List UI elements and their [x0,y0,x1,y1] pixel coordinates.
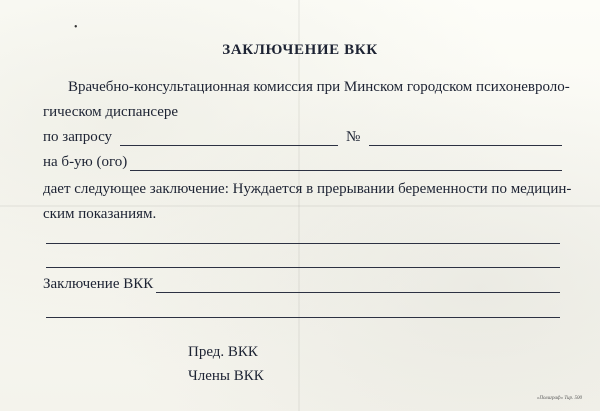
intro-line-2: гическом диспансере [43,104,179,120]
conclusion-line-2: ским показаниям. [43,206,157,222]
paper-crease [298,0,300,411]
chair-label: Пред. ВКК [188,344,258,360]
blank-line-3[interactable] [46,317,560,318]
conclusion-line-1: дает следующее заключение: Нуждается в прерывании беременности по медицин- [43,181,572,197]
request-label: по запросу [43,129,113,145]
intro-line-1: Врачебно-консультационная комиссия при Минском городском психоневроло- [68,79,570,95]
number-label: № [346,129,361,145]
patient-label: на б-ую (ого) [43,154,128,170]
patient-field[interactable] [130,170,562,171]
blank-line-1[interactable] [46,243,560,244]
vkk-conclusion-label: Заключение ВКК [43,276,154,292]
members-label: Члены ВКК [188,368,264,384]
printer-mark: «Полиграф» Тир. 500 [536,396,582,401]
blank-line-2[interactable] [46,267,560,268]
number-field[interactable] [369,145,562,146]
document-title: ЗАКЛЮЧЕНИЕ ВКК [222,42,378,58]
vkk-conclusion-field[interactable] [156,292,560,293]
corner-mark: • [74,22,78,33]
request-field[interactable] [120,145,338,146]
